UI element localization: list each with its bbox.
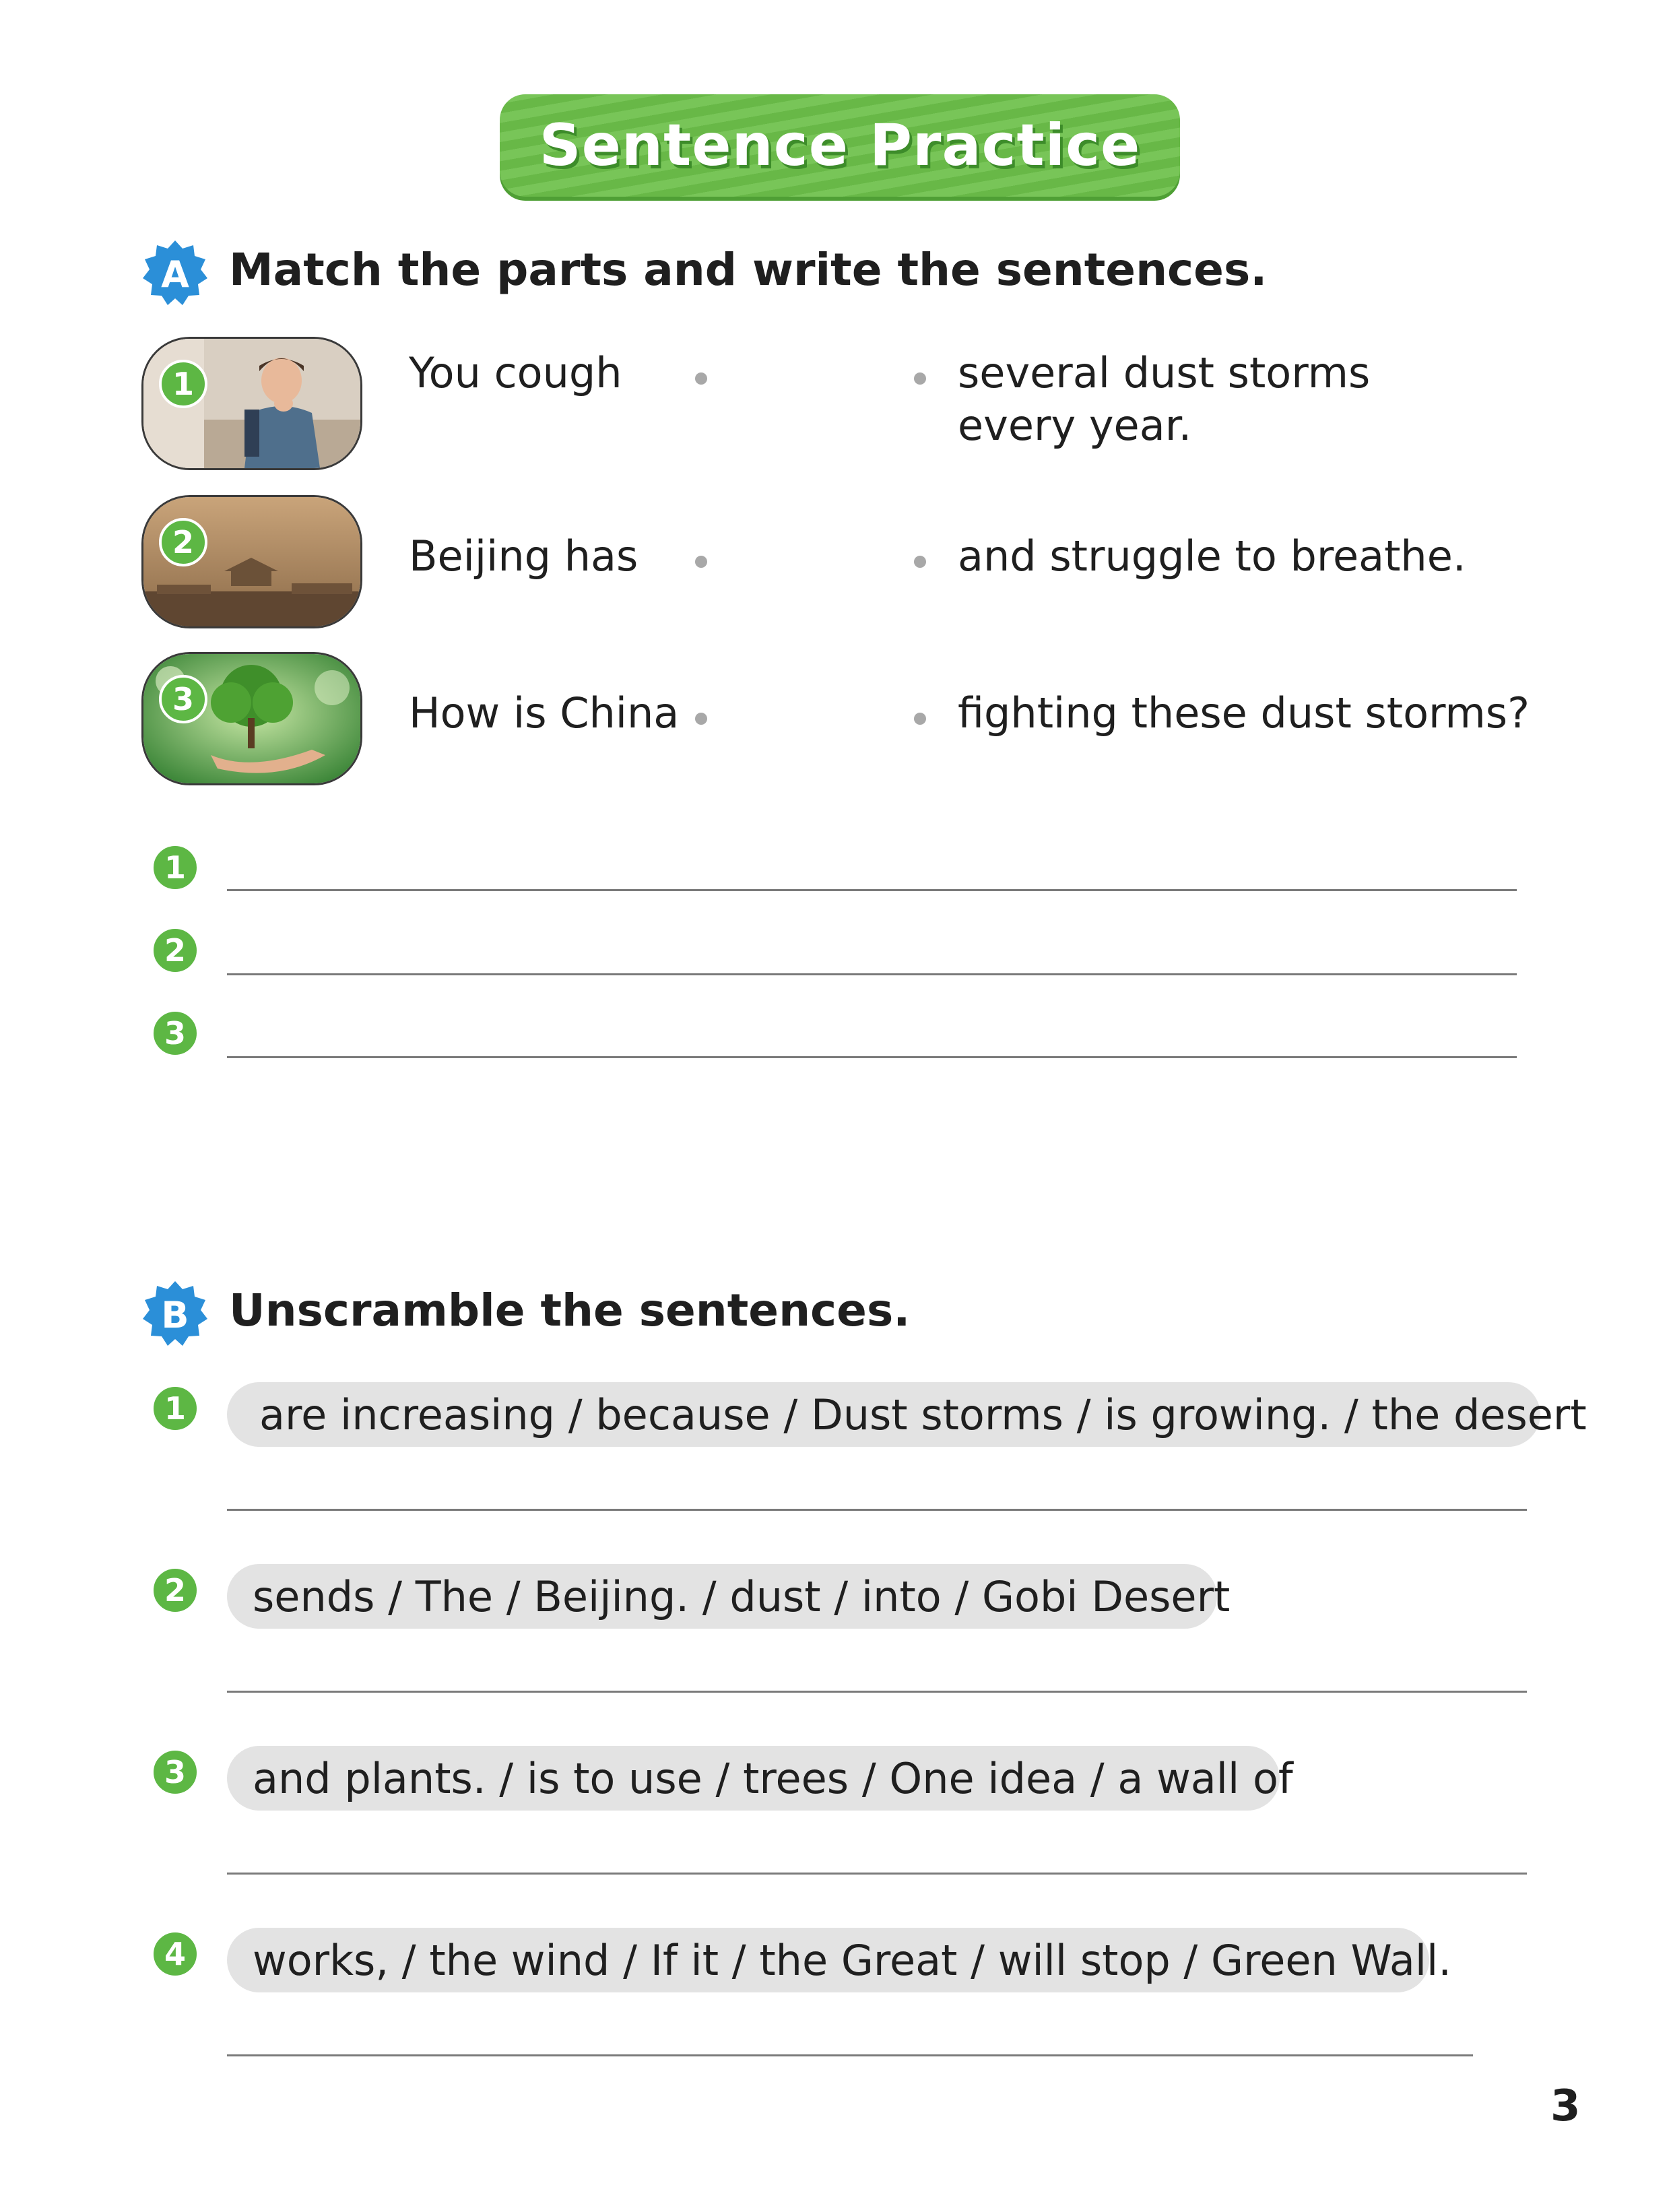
answer-line-b-2[interactable]: [227, 1691, 1527, 1693]
scramble-2-words: sends / The / Beijing. / dust / into / Gobi Desert: [227, 1564, 1217, 1629]
scramble-3-number: 3: [151, 1748, 199, 1796]
scramble-2-number: 2: [151, 1566, 199, 1615]
scramble-3-words: and plants. / is to use / trees / One idea / a wall of: [227, 1746, 1280, 1811]
match-dot-left-1[interactable]: [695, 372, 707, 385]
section-a-badge: [140, 239, 210, 309]
section-b-instruction: Unscramble the sentences.: [229, 1284, 911, 1336]
answer-a-3-number: 3: [151, 1009, 199, 1058]
match-dot-left-3[interactable]: [695, 713, 707, 725]
match-right-3: fighting these dust storms?: [958, 688, 1530, 738]
answer-line-b-1[interactable]: [227, 1509, 1527, 1511]
section-b-letter: B: [161, 1293, 189, 1336]
scramble-4-number: 4: [151, 1930, 199, 1978]
answer-a-1-number: 1: [151, 843, 199, 892]
match-right-2: and struggle to breathe.: [958, 531, 1466, 581]
answer-line-b-3[interactable]: [227, 1873, 1527, 1875]
answer-line-a-3[interactable]: [227, 1056, 1517, 1058]
scramble-1-words: are increasing / because / Dust storms / is growing. / the desert: [227, 1382, 1540, 1447]
match-dot-right-3[interactable]: [914, 713, 926, 725]
item-1-number: 1: [159, 360, 207, 408]
match-dot-right-1[interactable]: [914, 372, 926, 385]
match-left-2: Beijing has: [409, 531, 638, 581]
match-left-1: You cough: [409, 348, 622, 397]
item-3-number: 3: [159, 675, 207, 723]
section-a-letter: A: [161, 253, 189, 296]
scramble-4-words: works, / the wind / If it / the Great / will stop / Green Wall.: [227, 1928, 1429, 1992]
answer-line-a-1[interactable]: [227, 889, 1517, 891]
match-dot-left-2[interactable]: [695, 556, 707, 568]
title-banner: [500, 94, 1180, 197]
answer-line-b-4[interactable]: [227, 2054, 1473, 2056]
section-b-badge: [140, 1280, 210, 1350]
item-2-number: 2: [159, 518, 207, 566]
match-left-3: How is China: [409, 688, 680, 738]
page-number: 3: [1550, 2081, 1581, 2131]
answer-line-a-2[interactable]: [227, 973, 1517, 975]
answer-a-2-number: 2: [151, 926, 199, 975]
match-right-1: several dust storms every year.: [958, 348, 1371, 450]
section-a-instruction: Match the parts and write the sentences.: [229, 244, 1268, 296]
scramble-1-number: 1: [151, 1384, 199, 1433]
page-title: Sentence Practice: [539, 112, 1141, 179]
match-dot-right-2[interactable]: [914, 556, 926, 568]
